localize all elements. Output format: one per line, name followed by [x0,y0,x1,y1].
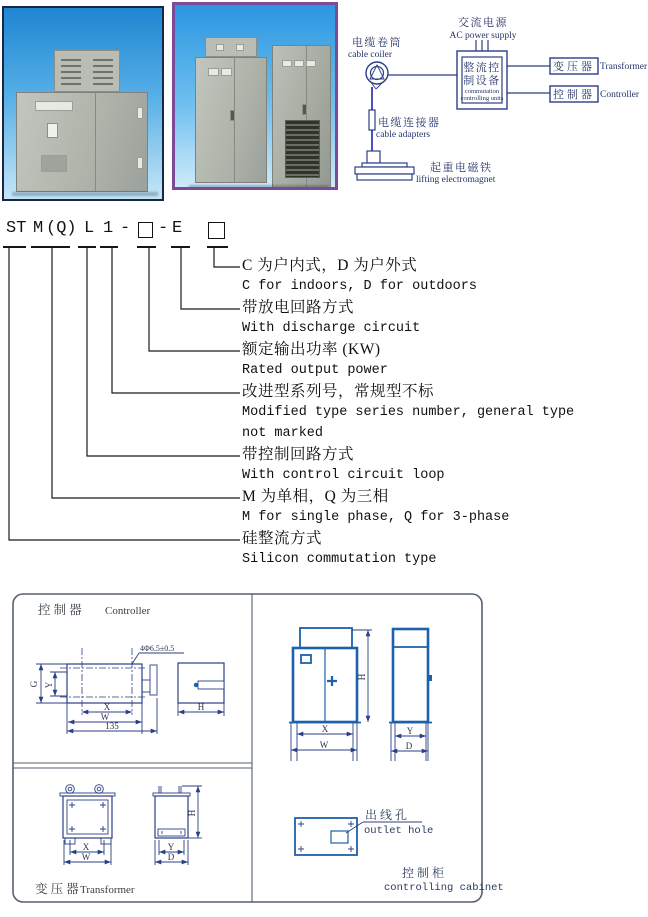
transformer-title-zh: 变 压 器 [35,882,79,896]
cable-adapter-label-en: cable adapters [376,130,431,140]
rectifier-label-zh1: 整流控 [463,62,501,74]
ventilation-grille [285,120,320,178]
dim-label-135: 135 [105,721,119,731]
louver-vents [61,59,81,85]
legend-item-en: not marked [242,426,324,441]
hinge [137,157,143,169]
electromagnet-label-en: lifting electromagnet [416,175,496,185]
model-code-site-box [208,222,225,239]
cable-coiler-label-en: cable coiler [348,50,393,60]
top-box-label [236,44,244,51]
legend-item-en: M for single phase, Q for 3-phase [242,510,510,525]
indicator-label [306,60,316,67]
lifting-electromagnet-symbol [355,151,414,180]
transformer-title-en: Transformer [80,884,135,896]
legend-item-en: With control circuit loop [242,468,445,483]
legend-item-zh: 带放电回路方式 [242,299,355,316]
controller-title-en: Controller [105,605,151,617]
outlet-hole-label-en: outlet hole [364,825,434,837]
cabinet-front-drawing [289,628,372,761]
hinge [137,107,143,119]
legend-item-zh: 改进型系列号，常规型不标 [242,383,435,400]
dim-label-d: D [167,852,175,862]
rectifier-label-en2: controlling units [460,95,504,102]
cabinet-a-body [195,57,267,183]
legend-item-zh: C 为户内式，D 为户外式 [242,257,418,274]
dim-label-h: H [187,809,197,817]
dim-label-x: X [82,842,90,852]
ac-power-label-zh: 交流电源 [458,17,508,29]
nameplate [35,101,73,111]
cabinet-body [16,92,148,192]
legend-item-zh: 带控制回路方式 [242,446,355,463]
hole-callout: 4Φ6.5±0.5 [140,644,175,653]
dim-label-y: Y [44,681,54,689]
dim-label-h: H [197,702,205,712]
cabinet-shadow [189,185,329,189]
controller-title-zh: 控 制 器 [38,603,82,617]
outlet-hole-label-zh: 出 线 孔 [365,808,408,822]
cabinet-top-box [54,50,120,92]
transformer-label-zh: 变压器 [553,61,595,73]
cabinet-b-body [272,45,331,189]
indicator-label [208,68,219,76]
dim-label-h: H [357,673,367,681]
legend-item-en: C for indoors, D for outdoors [242,279,477,294]
legend-item-en: Modified type series number, general type [242,405,575,420]
dim-label-d: D [405,741,413,751]
cable-adapter-symbol [369,110,375,130]
product-photo-single-cabinet [2,6,164,201]
ac-power-label-en: AC power supply [449,31,517,41]
cabinet-base-plan-drawing [295,807,504,894]
legend-item-zh: M 为单相，Q 为三相 [242,488,389,505]
controlling-cabinet-label-en: controlling cabinet [384,882,504,894]
model-code-dash: - [158,219,169,238]
model-code-l: L [84,219,95,238]
legend-item-en: Silicon commutation type [242,552,437,567]
model-code-m: M [33,219,44,238]
dim-label-w: W [100,712,110,722]
cable-coiler-label-zh: 电缆卷筒 [352,37,402,49]
product-photo-two-cabinets [172,2,338,190]
door-handle [230,110,235,121]
model-code-e: E [172,219,183,238]
electromagnet-label-zh: 起重电磁铁 [430,162,493,174]
model-code-st: ST [6,219,27,238]
controller-label-zh: 控制器 [553,89,595,101]
cabinet-shadow [12,192,158,196]
indicator-label [282,60,292,67]
cable-coiler-symbol [366,62,388,89]
rectifier-label-zh2: 制设备 [463,75,501,87]
dim-label-y: Y [167,842,175,852]
dim-label-g: G [29,680,39,688]
dim-label-x: X [321,724,329,734]
legend-item-zh: 硅整流方式 [242,530,323,547]
dim-label-x: X [103,702,111,712]
transformer-label-en: Transformer [600,62,648,72]
dim-label-w: W [81,852,91,862]
cabinet-door-seam [95,93,96,191]
cabinet-panel [41,155,67,172]
door-handle [302,104,307,115]
louver-vents [93,59,113,85]
model-code-power-box [138,222,153,238]
model-code-dash: - [120,219,131,238]
dim-label-y: Y [406,726,414,736]
cabinet-latch [47,123,58,138]
model-code-q: (Q) [46,219,77,238]
rectifier-label-en1: commutation [464,88,500,95]
dim-label-w: W [319,740,329,750]
system-diagram [340,8,648,193]
legend-item-en: With discharge circuit [242,321,421,336]
cabinet-side-drawing [389,629,432,761]
dimension-drawings-panel [12,593,504,903]
legend-item-en: Rated output power [242,363,388,378]
controller-label-en: Controller [600,90,640,100]
cabinet-top-box [205,37,257,57]
legend-item-zh: 额定输出功率 (KW) [242,341,381,358]
top-box-label [216,44,224,51]
indicator-label [221,68,232,76]
transformer-drawing [35,785,202,896]
controller-drawing [29,602,224,734]
indicator-label [294,60,304,67]
cable-adapter-label-zh: 电缆连接器 [378,117,441,129]
model-code-series: 1 [103,219,114,238]
controlling-cabinet-label-zh: 控 制 柜 [402,866,445,880]
model-code-connector-lines [0,246,245,566]
